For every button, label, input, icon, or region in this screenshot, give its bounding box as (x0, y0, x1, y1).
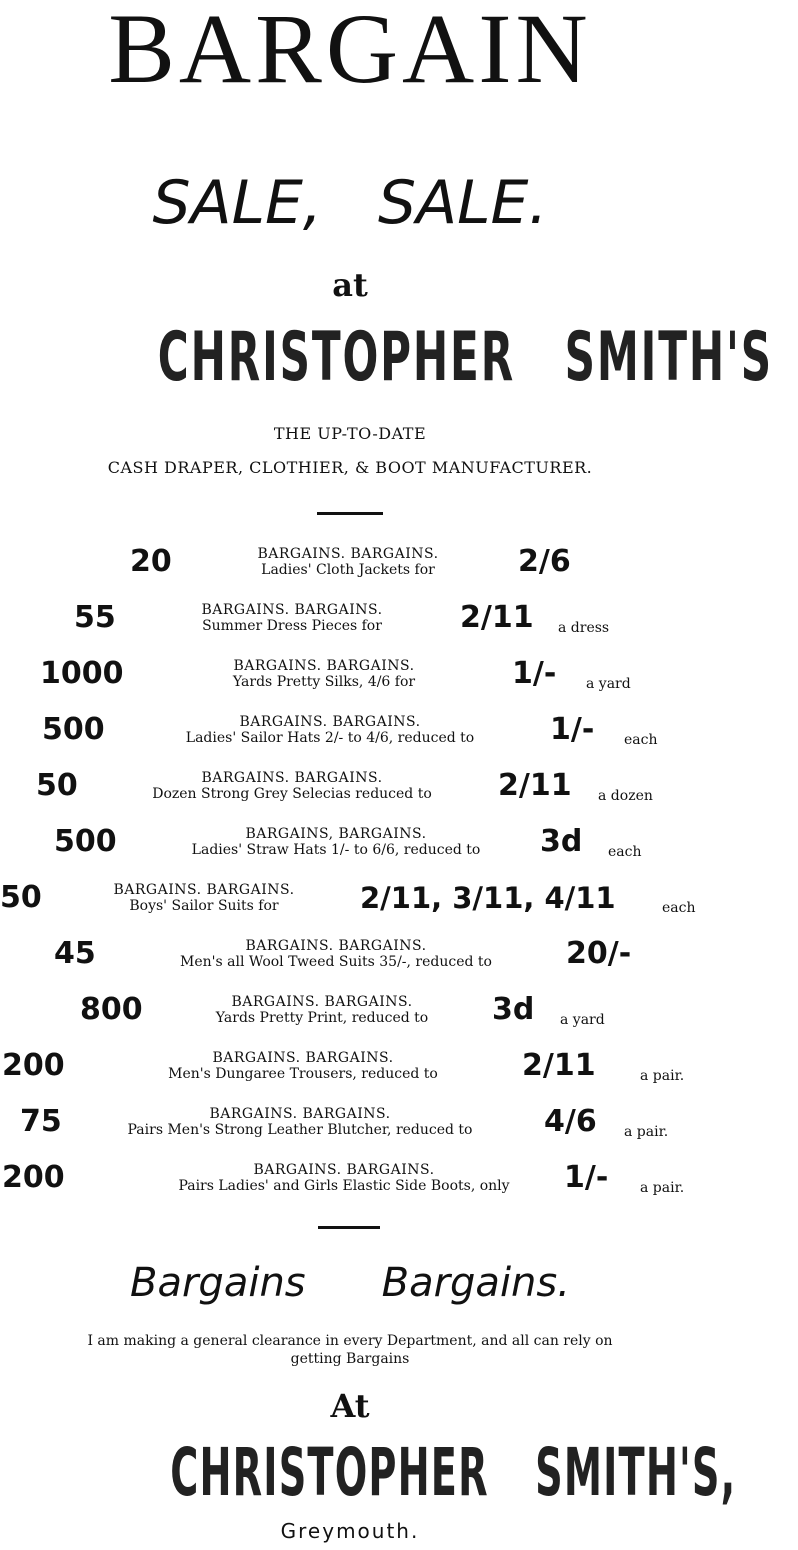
bargain-unit: a dress (558, 620, 610, 636)
bargain-unit: a yard (560, 1012, 605, 1028)
tagline-1: THE UP-TO-DATE (273, 424, 427, 443)
bargain-row (0, 1160, 700, 1212)
store-name-first: CHRISTOPHER (157, 318, 516, 397)
bargain-row (0, 936, 700, 988)
bargain-label: BARGAINS. BARGAINS. (201, 770, 383, 786)
bargain-row (0, 1104, 700, 1156)
divider-top (317, 512, 383, 515)
bargain-price: 4/6 (544, 1104, 597, 1139)
town: Greymouth. (280, 1519, 420, 1543)
store-name-bottom (147, 1428, 737, 1518)
bargain-price: 2/11 (522, 1048, 596, 1083)
headline: BARGAIN (108, 0, 592, 104)
bargain-label: BARGAINS. BARGAINS. (209, 1106, 391, 1122)
bargain-row (0, 656, 700, 708)
bargains-word-1: Bargains (130, 1260, 306, 1306)
bargain-row (0, 880, 700, 932)
at-bottom: At (330, 1387, 370, 1425)
bargain-desc (178, 1162, 509, 1194)
store-name (133, 308, 773, 408)
bargain-item: Dozen Strong Grey Selecias reduced to (152, 786, 432, 802)
divider-bottom (318, 1226, 380, 1229)
bargain-desc (192, 826, 481, 858)
bargain-desc (180, 938, 492, 970)
bargain-qty: 75 (20, 1104, 62, 1139)
clearance-line-1: I am making a general clearance in every Department, and all can rely on (87, 1333, 613, 1349)
store-name-last: SMITH'S (564, 318, 773, 397)
bargain-qty: 55 (74, 600, 116, 635)
bargain-row (0, 600, 700, 652)
bargain-row (0, 768, 700, 820)
at-top: at (332, 266, 368, 304)
store-name-bottom-first: CHRISTOPHER (170, 1434, 489, 1511)
bargain-unit: a yard (586, 676, 631, 692)
tagline-2: CASH DRAPER, CLOTHIER, & BOOT MANUFACTURER. (107, 458, 593, 477)
bargain-label: BARGAINS. BARGAINS. (113, 882, 295, 898)
bargain-label: BARGAINS. BARGAINS. (212, 1050, 394, 1066)
bargain-item: Ladies' Straw Hats 1/- to 6/6, reduced to (191, 842, 481, 858)
bargain-unit: a pair. (640, 1068, 685, 1084)
bargain-qty: 20 (130, 544, 172, 579)
bargain-price: 1/- (512, 656, 557, 691)
bargain-price: 2/11 (498, 768, 572, 803)
bargain-desc (152, 770, 432, 802)
bargain-qty: 500 (54, 824, 117, 859)
bargain-unit: a dozen (598, 788, 653, 804)
bargain-desc (186, 714, 474, 746)
bargain-desc (257, 546, 438, 578)
bargain-row (0, 1048, 700, 1100)
bargain-price: 3d (540, 824, 583, 859)
bargain-row (0, 992, 700, 1044)
store-name-bottom-last: SMITH'S, (535, 1434, 737, 1511)
bargain-desc (128, 1106, 473, 1138)
bargain-label: BARGAINS. BARGAINS. (201, 602, 383, 618)
bargain-unit: each (624, 732, 658, 748)
bargain-qty: 200 (2, 1048, 65, 1083)
bargain-price: 3d (492, 992, 535, 1027)
bargain-desc (113, 882, 294, 914)
bargain-label: BARGAINS. BARGAINS. (257, 546, 439, 562)
bargain-item: Boys' Sailor Suits for (129, 898, 279, 914)
bargain-item: Men's Dungaree Trousers, reduced to (168, 1066, 438, 1082)
bargain-price: 1/- (550, 712, 595, 747)
bargain-qty: 50 (36, 768, 78, 803)
bargain-qty: 45 (54, 936, 96, 971)
bargain-qty: 800 (80, 992, 143, 1027)
bargain-unit: each (662, 900, 696, 916)
bargain-item: Pairs Men's Strong Leather Blutcher, reduced to (127, 1122, 473, 1138)
sale-heading (0, 168, 700, 238)
bargain-unit: a pair. (624, 1124, 669, 1140)
bargain-label: BARGAINS, BARGAINS. (245, 826, 427, 842)
sale-word-2: SALE. (378, 168, 548, 238)
sale-word-1: SALE, (152, 168, 322, 238)
bargain-item: Yards Pretty Print, reduced to (215, 1010, 429, 1026)
bargain-row (0, 544, 700, 596)
bargain-price: 1/- (564, 1160, 609, 1195)
bargain-price: 2/11 (460, 600, 534, 635)
bargain-qty: 1000 (40, 656, 124, 691)
bargain-item: Pairs Ladies' and Girls Elastic Side Boots, only (178, 1178, 510, 1194)
bargain-desc (168, 1050, 438, 1082)
bargain-unit: each (608, 844, 642, 860)
bargain-price: 20/- (566, 936, 632, 971)
bargain-label: BARGAINS. BARGAINS. (233, 658, 415, 674)
bargain-unit: a pair. (640, 1180, 685, 1196)
bargain-label: BARGAINS. BARGAINS. (245, 938, 427, 954)
bargains-footer (0, 1258, 700, 1308)
bargain-item: Summer Dress Pieces for (202, 618, 382, 634)
bargain-qty: 50 (0, 880, 42, 915)
bargain-qty: 500 (42, 712, 105, 747)
bargain-label: BARGAINS. BARGAINS. (253, 1162, 435, 1178)
bargain-row (0, 712, 700, 764)
bargain-label: BARGAINS. BARGAINS. (239, 714, 421, 730)
bargain-item: Yards Pretty Silks, 4/6 for (232, 674, 416, 690)
bargain-qty: 200 (2, 1160, 65, 1195)
bargain-item: Ladies' Sailor Hats 2/- to 4/6, reduced to (185, 730, 475, 746)
bargain-price: 2/6 (518, 544, 571, 579)
bargain-desc (216, 994, 428, 1026)
bargain-item: Men's all Wool Tweed Suits 35/-, reduced to (180, 954, 492, 970)
bargain-price: 2/11, 3/11, 4/11 (360, 881, 616, 915)
bargain-label: BARGAINS. BARGAINS. (231, 994, 413, 1010)
bargain-row (0, 824, 700, 876)
bargain-item: Ladies' Cloth Jackets for (261, 562, 435, 578)
bargain-desc (233, 658, 415, 690)
bargains-word-2: Bargains. (381, 1260, 570, 1306)
clearance-line-2: getting Bargains (290, 1351, 410, 1367)
bargain-desc (201, 602, 382, 634)
